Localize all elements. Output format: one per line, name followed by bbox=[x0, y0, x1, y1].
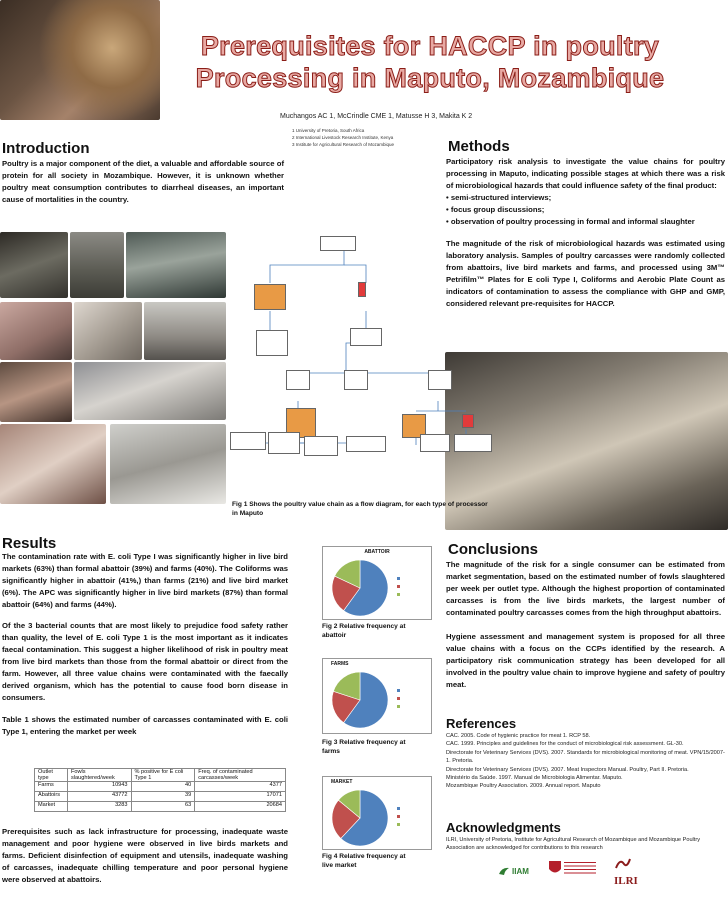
flow-box-red-2 bbox=[462, 414, 474, 428]
flow-box-outlet-1 bbox=[256, 330, 288, 356]
flow-box-end-1 bbox=[230, 432, 266, 450]
table-row bbox=[35, 792, 286, 802]
reference-item: CAC. 2005. Code of hygienic practice for meat 1. RCP 58. bbox=[446, 733, 591, 739]
flow-box-poultry-producer bbox=[320, 236, 356, 251]
reference-item: Directorate for Veterinary Services (DVS). 2007. Meat Inspectors Manual. Poultry, Part II. Pretoria. bbox=[446, 766, 689, 773]
table-cell: 20684 bbox=[195, 802, 286, 812]
title-line-1: Prerequisites for HACCP in poultry bbox=[200, 31, 660, 61]
chart-title: ABATTOIR bbox=[364, 549, 390, 555]
carcass-photo-1 bbox=[0, 302, 72, 360]
acknowledgments-heading: Acknowledgments bbox=[446, 820, 561, 835]
flow-box-orange-1 bbox=[254, 284, 286, 310]
reference-item: Directorate for Veterinary Services (DVS). 2007. Standards for microbiological monitoring of meat. VPN/15/2007-1. Pretoria. bbox=[446, 749, 725, 765]
legend-marker bbox=[397, 807, 400, 810]
ilri-mark-icon bbox=[614, 856, 632, 870]
table-cell: 40 bbox=[131, 782, 195, 792]
ilri-logo-text: ILRI bbox=[614, 875, 638, 887]
flow-box-end-4 bbox=[346, 436, 386, 452]
flow-box-red-1 bbox=[358, 282, 366, 297]
iiam-logo-text: IIAM bbox=[512, 866, 529, 876]
plucking-photo bbox=[144, 302, 226, 360]
fig4-caption: Fig 4 Relative frequency at live market bbox=[322, 853, 406, 869]
conclusions-heading: Conclusions bbox=[448, 541, 539, 558]
conclusions-text bbox=[446, 559, 725, 691]
table-cell: 3283 bbox=[67, 802, 131, 812]
results-text bbox=[2, 551, 288, 738]
reference-item: Ministério da Saúde. 1997. Manual de Microbiologia Alimentar. Maputo. bbox=[446, 775, 623, 782]
legend-marker bbox=[397, 705, 400, 708]
conclusions-paragraph-2: Hygiene assessment and management system is proposed for all three value chains with a focus on the CCPs identified by the research. A participatory risk communication strategy has been developed for all involved in the poultry value chain to improve hygiene and safety of poultry meat. bbox=[446, 632, 725, 689]
cages-photo bbox=[70, 232, 124, 298]
flow-box-end-5 bbox=[420, 434, 450, 452]
flow-box-end-3 bbox=[304, 436, 338, 456]
methods-heading: Methods bbox=[448, 138, 510, 155]
fig2-caption: Fig 2 Relative frequency at abattoir bbox=[322, 623, 406, 639]
pie-chart-abattoir bbox=[322, 546, 432, 620]
chart-title: MARKET bbox=[331, 779, 353, 785]
flow-box-step-3 bbox=[428, 370, 452, 390]
title-line-2: Processing in Maputo, Mozambique bbox=[195, 63, 665, 93]
table-cell: 10943 bbox=[67, 782, 131, 792]
pie-chart-farms bbox=[322, 658, 432, 734]
results-paragraph-2: Of the 3 bacterial counts that are most likely to prejudice food safety rather than quality, the level of E. coli Type 1 is the most important as it indicates faecal contamination. This suggest a higher likelihood of risk in poultry meat from live bird markets than those from the formal abattoir or direct from the farm. However, all three value chains were contaminated with the faecally derived organism, which has the potential to cause food born disease in consumers. bbox=[2, 621, 288, 702]
legend-marker bbox=[397, 697, 400, 700]
table-header-row bbox=[35, 769, 286, 782]
results-paragraph-3: Table 1 shows the estimated number of carcasses contaminated with E. coli Type 1, entering the market per week bbox=[2, 715, 288, 736]
pie-svg bbox=[329, 787, 391, 849]
flow-box-step-2 bbox=[344, 370, 368, 390]
legend-marker bbox=[397, 593, 400, 596]
table-header: % positive for E coli Type 1 bbox=[131, 769, 195, 782]
affiliations bbox=[292, 127, 394, 148]
pie-svg bbox=[329, 557, 391, 619]
table-cell: 39 bbox=[131, 792, 195, 802]
methods-paragraph-2: The magnitude of the risk of microbiological hazards was estimated using laboratory analysis. Samples of poultry carcasses were randomly collected from abattoirs, live bird markets and farms, and processed using 3M™ Petrifilm™ Plates for E coli Type I, Coliforms and Aerobic Plate Count as indicators of contamination to assess the compliance with GHP and GMP, considered relevant pre-requisites for HACCP. bbox=[446, 239, 725, 308]
table-cell: Abattoirs bbox=[35, 792, 68, 802]
results-heading: Results bbox=[2, 535, 57, 552]
methods-paragraph-1: Participatory risk analysis to investigate the value chains for poultry processing in Maputo, indicating possible stages at which there was a risk of microbiological hazards that could influence safety of the final product: bbox=[446, 157, 725, 190]
authors: Muchangos AC 1, McCrindle CME 1, Matusse H 3, Makita K 2 bbox=[280, 113, 473, 120]
legend-marker bbox=[397, 585, 400, 588]
references-heading: References bbox=[446, 716, 517, 731]
flow-box-outlet-2 bbox=[350, 328, 382, 346]
logo-text-lines bbox=[564, 862, 596, 876]
flow-box-end-6 bbox=[454, 434, 492, 452]
birds-photo bbox=[110, 424, 226, 504]
bird-icon bbox=[498, 866, 510, 876]
poultry-market-photo bbox=[0, 232, 68, 298]
legend-marker bbox=[397, 577, 400, 580]
pie-svg bbox=[329, 669, 391, 731]
conclusions-paragraph-1: The magnitude of the risk for a single consumer can be estimated from market segmentation, based on the estimated number of fowls slaughtered per week per outlet type. Although the highest proportion of contaminated carcasses is from the live birds markets, the largest number of contaminated poultry carcasses comes from the high throughput abattoirs. bbox=[446, 560, 725, 617]
legend-marker bbox=[397, 823, 400, 826]
methods-bullet-1: • semi-structured interviews; bbox=[446, 193, 552, 202]
table-cell: 43772 bbox=[67, 792, 131, 802]
slaughter-photo bbox=[126, 232, 226, 298]
table-cell: Farms bbox=[35, 782, 68, 792]
references-list bbox=[446, 732, 726, 791]
table-cell: Market bbox=[35, 802, 68, 812]
university-of-pretoria-logo bbox=[548, 858, 598, 884]
market-photo-hands bbox=[0, 0, 160, 120]
table-header: Freq. of contaminated carcasses/week bbox=[195, 769, 286, 782]
table-header: Fowls slaughtered/week bbox=[67, 769, 131, 782]
chickens-photo bbox=[74, 362, 226, 420]
introduction-text: Poultry is a major component of the diet, a valuable and affordable source of protein for all society in Mozambique. However, it is unknown whether poultry meat consumption contributes to diarrheal diseases, an important cause of mortalities in the country. bbox=[2, 159, 284, 204]
methods-bullet-3: • observation of poultry processing in formal and informal slaughter bbox=[446, 217, 695, 226]
poster-title bbox=[160, 30, 700, 94]
table-row bbox=[35, 782, 286, 792]
carcass-photo-2 bbox=[0, 362, 72, 422]
table-row bbox=[35, 802, 286, 812]
results-paragraph-4: Prerequisites such as lack infrastructure for processing, inadequate waste management and poor hygiene were observed in live birds markets and farms. Deficient disinfection of equipment and utensils, inadequate washing of carcasses, inadequate chilling temperature and poor personal hygiene were observed at abattoirs. bbox=[2, 827, 288, 884]
table-header: Outlet type bbox=[35, 769, 68, 782]
crest-icon bbox=[548, 860, 562, 876]
legend-marker bbox=[397, 815, 400, 818]
chart-title: FARMS bbox=[331, 661, 349, 667]
affiliation-1: 1 University of Pretoria, South Africa bbox=[292, 128, 365, 133]
methods-bullet-2: • focus group discussions; bbox=[446, 205, 545, 214]
carcass-contamination-table bbox=[34, 768, 286, 812]
fig1-caption: Fig 1 Shows the poultry value chain as a flow diagram, for each type of processor in Maputo bbox=[232, 501, 488, 517]
introduction-heading: Introduction bbox=[2, 140, 90, 157]
basin-photo bbox=[74, 302, 142, 360]
table-cell: 63 bbox=[131, 802, 195, 812]
legend-marker bbox=[397, 689, 400, 692]
fig3-caption: Fig 3 Relative frequency at farms bbox=[322, 739, 406, 755]
affiliation-2: 2 International Livestock Research Institute, Kenya bbox=[292, 135, 394, 140]
table-photo bbox=[0, 424, 106, 504]
reference-item: CAC. 1999. Principles and guidelines for the conduct of microbiological risk assessment. GL-30. bbox=[446, 741, 684, 748]
pie-chart-market bbox=[322, 776, 432, 850]
reference-item: Mozambique Poultry Association. 2009. Annual report. Maputo bbox=[446, 783, 601, 790]
ilri-logo bbox=[614, 856, 638, 887]
affiliation-3: 3 Institute for Agricultural Research of Mozambique bbox=[292, 142, 395, 147]
table-cell: 4377 bbox=[195, 782, 286, 792]
iiam-logo bbox=[498, 866, 529, 876]
flow-box-step-1 bbox=[286, 370, 310, 390]
results-paragraph-1: The contamination rate with E. coli Type I was significantly higher in live bird markets (63%) than formal abattoir (39%) and farms (40%). The Coliforms was significantly higher in abattoir (41%,) than farms (21%) and live bird market (6%). The APC was significantly higher in live bird markets (87%) than formal abattoir (64%) and farms (44%). bbox=[2, 552, 288, 609]
acknowledgments-text: ILRI, University of Pretoria, Institute for Agricultural Research of Mozambique and Mozambique Poultry Association are acknowledged for contributions to this research bbox=[446, 837, 701, 852]
flow-box-end-2 bbox=[268, 432, 300, 454]
table-cell: 17071 bbox=[195, 792, 286, 802]
